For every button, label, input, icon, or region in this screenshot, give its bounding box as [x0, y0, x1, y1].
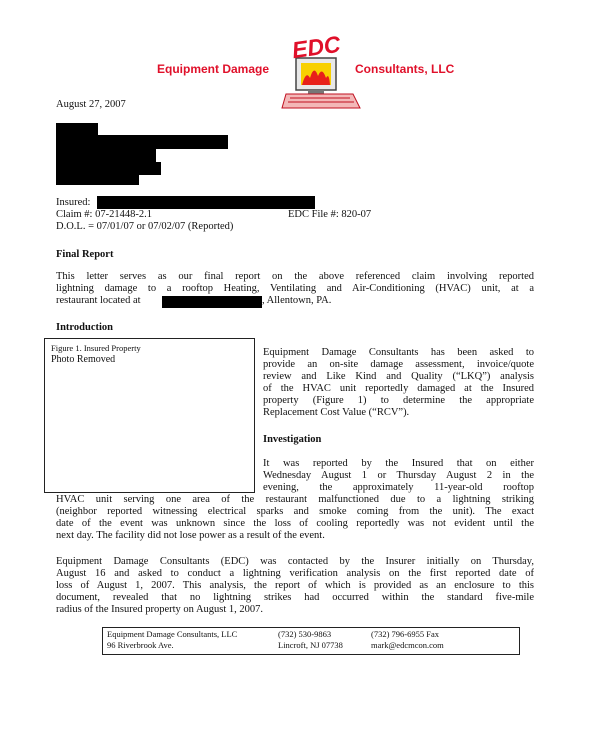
- investigation-line: (neighbor reported witnessing electrical sparks and smoke coming from the unit). The exact: [56, 506, 534, 517]
- investigation-line: date of the event was unknown since the loss of cooling reportedly was not evident until the: [56, 518, 534, 529]
- intro-line: provide an on-site damage assessment, invoice/quote: [263, 359, 534, 370]
- figure-photo-removed: Photo Removed: [51, 354, 116, 365]
- footer-fax: (732) 796-6955 Fax: [371, 629, 439, 639]
- investigation-para2-line: radius of the Insured property on August 1, 2007.: [56, 604, 264, 615]
- intro-line: property (Figure 1) to determine the appropriate: [263, 395, 534, 406]
- footer-email: mark@edcmcon.com: [371, 640, 444, 650]
- intro-line: Equipment Damage Consultants has been asked to: [263, 347, 534, 358]
- final-report-line: lightning damage to a rooftop Heating, Ventilating and Air-Conditioning (HVAC) unit, at a: [56, 283, 534, 294]
- claim-number: Claim #: 07-21448-2.1: [56, 209, 152, 220]
- header-left-text: Equipment Damage: [157, 62, 270, 76]
- investigation-para2-line: Equipment Damage Consultants (EDC) was contacted by the Insurer initially on Thursday,: [56, 556, 534, 567]
- investigation-para2-line: loss of August 1, 2007. This analysis, the report of which is provided as an enclosure to this: [56, 580, 534, 591]
- final-report-line3-start: restaurant located at: [56, 295, 141, 306]
- header-right-text: Consultants, LLC: [355, 62, 455, 76]
- final-report-heading: Final Report: [56, 249, 114, 260]
- footer-company: Equipment Damage Consultants, LLC: [107, 629, 238, 639]
- investigation-para2-line: August 16 and asked to conduct a lightning verification analysis on the first reported date of: [56, 568, 534, 579]
- date-of-loss: D.O.L. = 07/01/07 or 07/02/07 (Reported): [56, 221, 234, 232]
- investigation-line: HVAC unit serving one area of the restaurant malfunctioned due to a lightning striking: [56, 494, 534, 505]
- intro-line: Replacement Cost Value (“RCV”).: [263, 407, 410, 418]
- logo-text: EDC: [290, 30, 343, 64]
- edc-file-number: EDC File #: 820-07: [288, 209, 372, 220]
- redaction-block: [56, 135, 228, 149]
- introduction-heading: Introduction: [56, 322, 113, 333]
- intro-line: review and Like Kind and Quality (“LKQ”) analysis: [263, 371, 534, 382]
- figure-box: [44, 338, 255, 493]
- footer-city: Lincroft, NJ 07738: [278, 640, 343, 650]
- letter-date: August 27, 2007: [56, 99, 126, 110]
- footer-box: [102, 627, 520, 655]
- investigation-line: It was reported by the Insured that on either: [263, 458, 534, 469]
- final-report-line3-end: , Allentown, PA.: [262, 295, 332, 306]
- investigation-para2-line: document, revealed that no lightning strikes had occurred within the standard five-mile: [56, 592, 534, 603]
- final-report-line: This letter serves as our final report on the above referenced claim involving reported: [56, 271, 534, 282]
- redaction-insured: [97, 196, 315, 209]
- insured-label: Insured:: [56, 197, 91, 208]
- footer-address: 96 Riverbrook Ave.: [107, 640, 174, 650]
- investigation-heading: Investigation: [263, 434, 322, 445]
- redaction-block: [56, 149, 156, 163]
- intro-line: of the HVAC unit reportedly damaged at the Insured: [263, 383, 534, 394]
- investigation-line: Wednesday August 1 or Thursday August 2 in the: [263, 470, 534, 481]
- redaction-address: [162, 296, 262, 308]
- redaction-block: [56, 173, 139, 185]
- footer-phone: (732) 530-9863: [278, 629, 332, 639]
- figure-caption: Figure 1. Insured Property: [51, 343, 141, 353]
- investigation-line: next day. The facility did not lose power as a result of the event.: [56, 530, 325, 541]
- investigation-line: evening, the approximately 11-year-old rooftop: [263, 482, 534, 493]
